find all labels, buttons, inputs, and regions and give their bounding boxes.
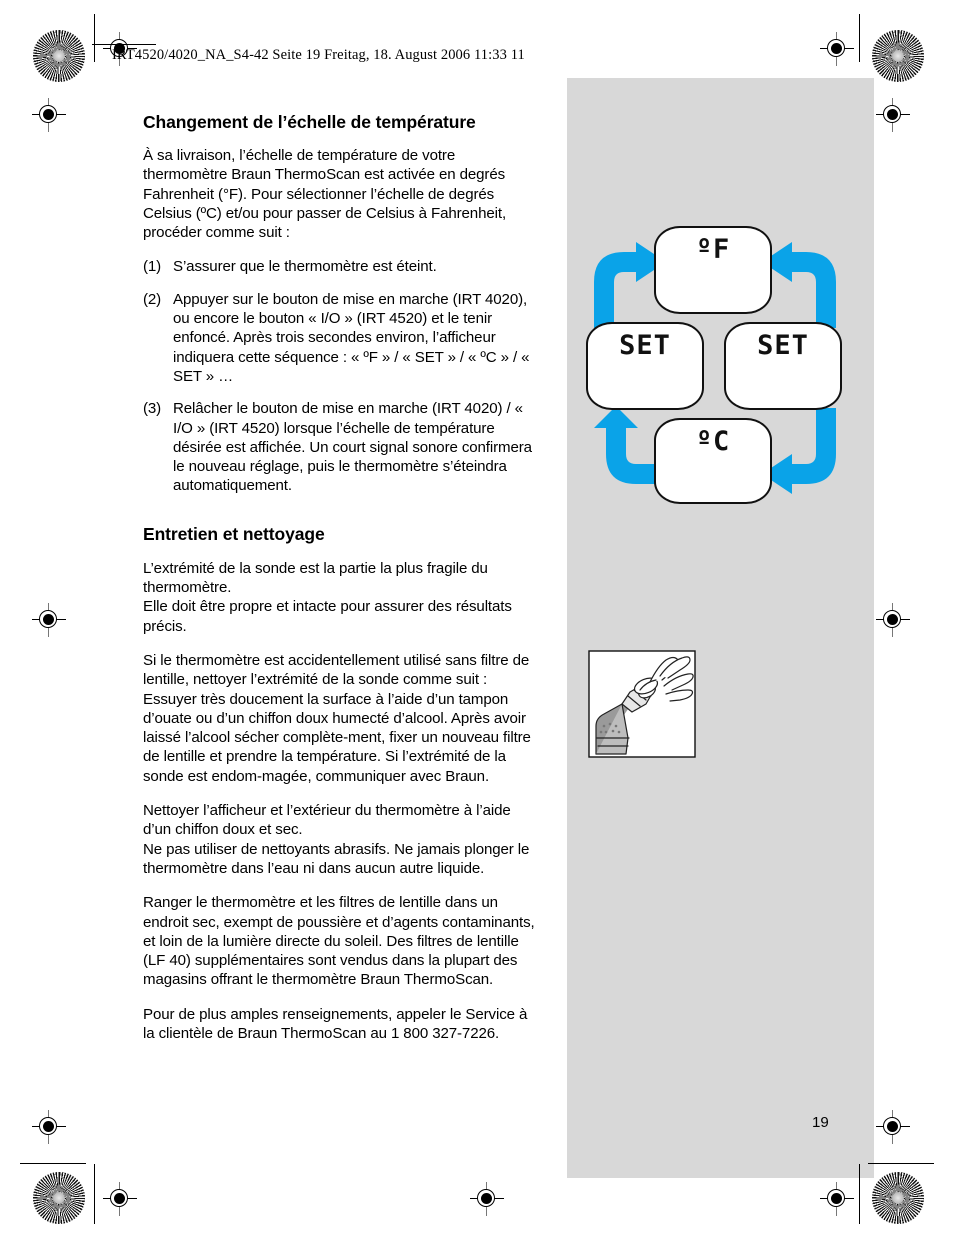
lcd-value: SET [757,330,809,361]
crosshair-registration-mark-top-right [820,32,854,66]
step-marker: (1) [143,258,162,276]
step-text: Appuyer sur le bouton de mise en marche (IRT 4020), ou encore le bouton « I/O » (IRT 4520) et le tenir enfoncé. Après trois secondes environ, l’afficheur indiquera cette séquence : « ºF » / « SET » / « ºC » / « SET » … [173,290,530,385]
list-item [143,290,535,386]
crop-rule-bottom-left-horizontal [20,1163,86,1164]
crop-rule-top-right-vertical [859,14,860,62]
lcd-display-fahrenheit [654,226,772,314]
crop-rule-bottom-right-horizontal [868,1163,934,1164]
crosshair-registration-mark-left-upper [32,98,66,132]
crosshair-registration-mark-left-lower [32,1110,66,1144]
arrow-right-to-bottom-icon [762,406,840,494]
starburst-registration-mark-top-left [33,30,85,82]
crosshair-registration-mark-right-middle [876,603,910,637]
care-paragraph-2: Si le thermomètre est accidentellement utilisé sans filtre de lentille, nettoyer l’extrémité de la sonde comme suit : Essuyer très doucement la surface à l’aide d’un tampon d’ouate ou d’un chiffon doux humecté d’alcool. Après avoir laissé l’alcool sécher complète-ment, fixer un nouveau filtre de lentille et prendre la température. Si l’extrémité de la sonde est endom-magée, communiquer avec Braun. [143,651,531,785]
step-text: S’assurer que le thermomètre est éteint. [173,258,437,276]
section-title-temperature-scale: Changement de l’échelle de température [143,112,476,132]
starburst-registration-mark-bottom-left [33,1172,85,1224]
lcd-display-set-left [586,322,704,410]
header-rule [92,44,156,45]
care-paragraph-4: Ranger le thermomètre et les filtres de lentille dans un endroit sec, exempt de poussière et d’agents contaminants, et loin de la lumière directe du soleil. Des filtres de lentille (LF 40) supplémentaires sont vendus dans la plupart des magasins offrant le thermomètre Braun ThermoScan. [143,894,535,989]
care-paragraph-1: L’extrémité de la sonde est la partie la plus fragile du thermomètre. Elle doit être propre et intacte pour assurer des résultats précis. [143,559,512,635]
step-marker: (2) [143,290,162,308]
crop-rule-bottom-left-vertical [94,1164,95,1224]
section-title-care-and-cleaning: Entretien et nettoyage [143,523,325,544]
print-slug: IRT4520/4020_NA_S4-42 Seite 19 Freitag, 18. August 2006 11:33 11 [112,47,525,63]
lcd-display-celsius [654,418,772,504]
intro-paragraph: À sa livraison, l’échelle de température de votre thermomètre Braun ThermoScan est activée en degrés Fahrenheit (°F). Pour sélectionner l’échelle de degrés Celsius (ºC) et/ou pour passer de Celsius à Fahrenheit, procéder comme suit : [143,147,507,242]
care-paragraph-5: Pour de plus amples renseignements, appeler le Service à la clientèle de Braun ThermoScan au 1 800 327-7226. [143,1005,528,1042]
care-paragraph-3: Nettoyer l’afficheur et l’extérieur du thermomètre à l’aide d’un chiffon doux et sec. Ne pas utiliser de nettoyants abrasifs. Ne jamais plonger le thermomètre dans l’eau ni dans aucun autre liquide. [143,802,530,877]
lcd-value: ºC [695,426,731,457]
lcd-value: SET [619,330,671,361]
arrow-top-to-right-icon [762,242,840,328]
text-column [143,112,535,1043]
crosshair-registration-mark-right-upper [876,98,910,132]
list-item [143,399,535,495]
crosshair-registration-mark-bottom-right [820,1182,854,1216]
procedure-steps [143,257,535,495]
starburst-registration-mark-bottom-right [872,1172,924,1224]
lcd-value: ºF [695,234,731,265]
crosshair-registration-mark-right-lower [876,1110,910,1144]
lcd-display-set-right [724,322,842,410]
step-marker: (3) [143,400,162,418]
temperature-scale-cycle-diagram [586,226,842,504]
list-item [143,257,535,276]
crop-rule-top-left-vertical [94,14,95,62]
step-text: Relâcher le bouton de mise en marche (IRT 4020) / « I/O » (IRT 4520) lorsque l’échelle de température désirée est affichée. Un court signal sonore confirmera le nouveau réglage, puis le thermomètre s’éteindra automatiquement. [173,400,532,495]
crosshair-registration-mark-bottom-center [470,1182,504,1216]
probe-cleaning-illustration [584,646,700,762]
crosshair-registration-mark-bottom-left [103,1182,137,1216]
page-number: 19 [812,1114,829,1131]
crop-rule-bottom-right-vertical [859,1164,860,1224]
starburst-registration-mark-top-right [872,30,924,82]
crosshair-registration-mark-left-middle [32,603,66,637]
